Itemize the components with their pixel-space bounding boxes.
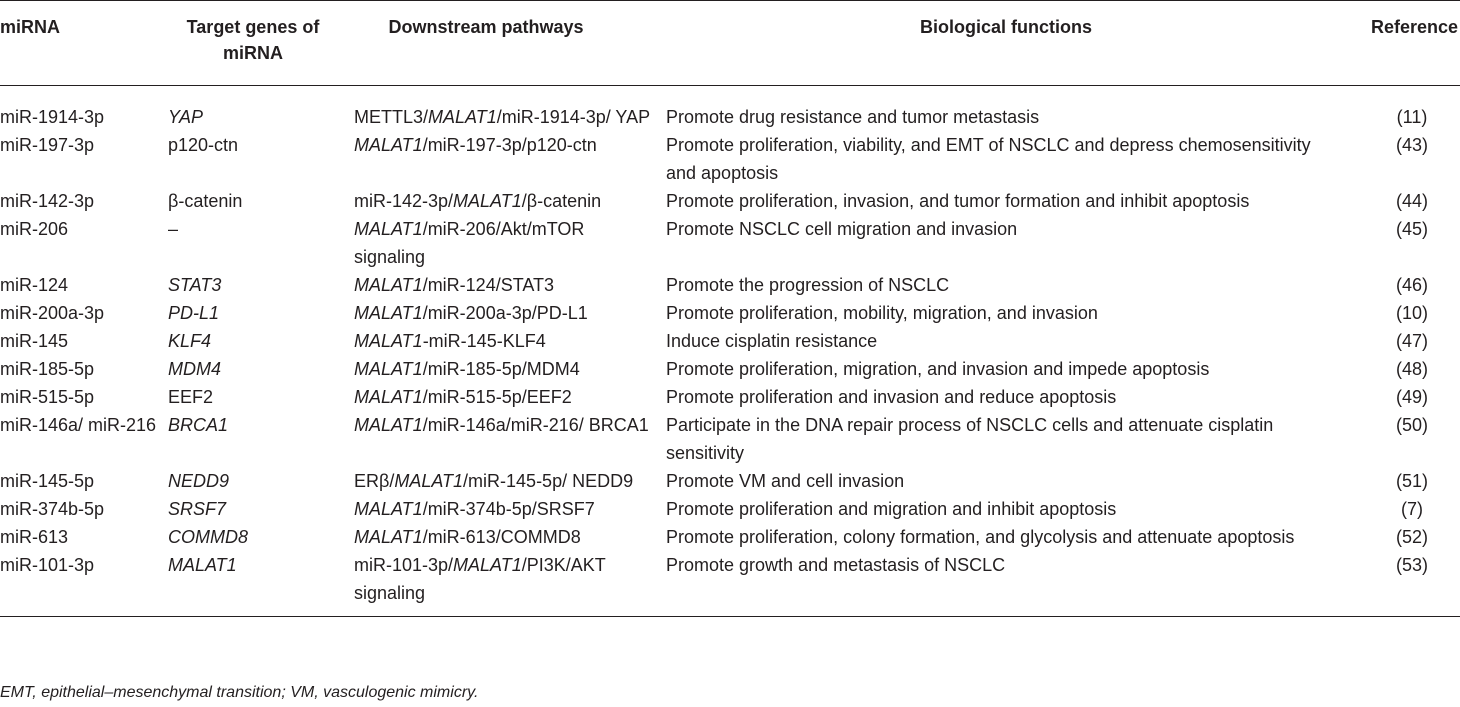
- cell-mirna: miR-101-3p: [0, 555, 95, 575]
- pathway-text: /miR-185-5p/MDM4: [422, 359, 580, 379]
- header-row: [0, 1, 1460, 86]
- cell-mirna: miR-145-5p: [0, 471, 95, 491]
- table-body: [0, 86, 1460, 617]
- cell-biological-function: Promote proliferation and invasion and reduce apoptosis: [666, 387, 1117, 407]
- cell-downstream-pathway: [354, 271, 662, 299]
- cell-reference: (52): [1395, 527, 1428, 547]
- cell-mirna: miR-200a-3p: [0, 303, 105, 323]
- cell-biological-function: Promote proliferation, viability, and EMT of NSCLC and depress chemosensitivity and apoptosis: [666, 135, 1311, 183]
- cell-mirna: miR-124: [0, 275, 69, 295]
- cell-mirna: miR-613: [0, 527, 69, 547]
- cell-downstream-pathway: [354, 495, 662, 523]
- cell-reference: (47): [1395, 331, 1428, 351]
- pathway-text: /miR-146a/miR-216/ BRCA1: [422, 415, 649, 435]
- table-row: [0, 271, 1460, 299]
- pathway-text: /β-catenin: [521, 191, 602, 211]
- pathway-text: /miR-200a-3p/PD-L1: [422, 303, 588, 323]
- pathway-text: MALAT1: [453, 555, 522, 575]
- cell-reference: (49): [1395, 387, 1428, 407]
- cell-reference: (48): [1395, 359, 1428, 379]
- cell-downstream-pathway: [354, 187, 662, 215]
- cell-downstream-pathway: [354, 327, 662, 355]
- cell-biological-function: Promote VM and cell invasion: [666, 471, 905, 491]
- cell-mirna: miR-206: [0, 219, 69, 239]
- cell-reference: (50): [1395, 415, 1428, 435]
- pathway-text: /miR-1914-3p/ YAP: [496, 107, 651, 127]
- pathway-text: MALAT1: [453, 191, 522, 211]
- cell-target-gene: [168, 187, 354, 215]
- cell-biological-function: Promote proliferation, colony formation, and glycolysis and attenuate apoptosis: [666, 527, 1295, 547]
- cell-target-gene: [168, 551, 354, 617]
- cell-biological-function: Promote proliferation, invasion, and tumor formation and inhibit apoptosis: [666, 191, 1250, 211]
- cell-downstream-pathway: [354, 355, 662, 383]
- pathway-text: MALAT1: [354, 387, 423, 407]
- pathway-text: /miR-374b-5p/SRSF7: [422, 499, 595, 519]
- cell-mirna: miR-145: [0, 331, 69, 351]
- cell-reference: (53): [1395, 555, 1428, 575]
- target-text: STAT3: [168, 275, 222, 295]
- cell-target-gene: [168, 271, 354, 299]
- pathway-text: /miR-613/COMMD8: [422, 527, 581, 547]
- target-text: p120-ctn: [168, 135, 239, 155]
- cell-target-gene: [168, 215, 354, 271]
- table-row: [0, 299, 1460, 327]
- cell-target-gene: [168, 467, 354, 495]
- cell-biological-function: Promote proliferation and migration and inhibit apoptosis: [666, 499, 1117, 519]
- table-header: [0, 1, 1460, 86]
- cell-target-gene: [168, 327, 354, 355]
- table-row: [0, 467, 1460, 495]
- pathway-text: MALAT1: [354, 219, 423, 239]
- pathway-text: MALAT1: [354, 415, 423, 435]
- pathway-text: MALAT1: [354, 275, 423, 295]
- header-reference: Reference: [1370, 17, 1458, 37]
- cell-reference: (44): [1395, 191, 1428, 211]
- target-text: COMMD8: [168, 527, 248, 547]
- target-text: YAP: [168, 107, 204, 127]
- cell-downstream-pathway: [354, 86, 662, 132]
- cell-target-gene: [168, 383, 354, 411]
- pathway-text: MALAT1: [354, 135, 423, 155]
- table-row: [0, 131, 1460, 187]
- table-row: [0, 187, 1460, 215]
- cell-downstream-pathway: [354, 411, 662, 467]
- target-text: SRSF7: [168, 499, 227, 519]
- table-row: [0, 383, 1460, 411]
- pathway-text: MALAT1: [394, 471, 464, 491]
- table-row: [0, 411, 1460, 467]
- table-row: [0, 327, 1460, 355]
- cell-biological-function: Promote the progression of NSCLC: [666, 275, 950, 295]
- cell-downstream-pathway: [354, 131, 662, 187]
- target-text: PD-L1: [168, 303, 220, 323]
- cell-target-gene: [168, 86, 354, 132]
- table-row: [0, 215, 1460, 271]
- cell-reference: (7): [1401, 499, 1423, 519]
- pathway-text: MALAT1: [354, 331, 423, 351]
- cell-target-gene: [168, 355, 354, 383]
- pathway-text: miR-142-3p/: [354, 191, 454, 211]
- table-footnote: EMT, epithelial–mesenchymal transition; VM, vasculogenic mimicry.: [0, 684, 479, 701]
- cell-mirna: miR-515-5p: [0, 387, 95, 407]
- cell-downstream-pathway: [354, 215, 662, 271]
- header-mirna: miRNA: [0, 17, 61, 37]
- cell-mirna: miR-374b-5p: [0, 499, 105, 519]
- cell-reference: (11): [1350, 86, 1460, 132]
- table-row: [0, 495, 1460, 523]
- header-biological-functions: Biological functions: [919, 17, 1092, 37]
- target-text: BRCA1: [168, 415, 229, 435]
- cell-reference: (45): [1395, 219, 1428, 239]
- table-row: [0, 523, 1460, 551]
- cell-reference: (10): [1395, 303, 1428, 323]
- pathway-text: /miR-124/STAT3: [422, 275, 555, 295]
- cell-biological-function: Promote proliferation, mobility, migration, and invasion: [666, 303, 1098, 323]
- cell-reference: (46): [1395, 275, 1428, 295]
- target-text: KLF4: [168, 331, 212, 351]
- pathway-text: METTL3/: [354, 107, 429, 127]
- cell-downstream-pathway: [354, 523, 662, 551]
- table-row: [0, 86, 1460, 132]
- cell-mirna: miR-1914-3p: [0, 86, 168, 132]
- cell-mirna: miR-146a/ miR-216: [0, 415, 157, 435]
- target-text: EEF2: [168, 387, 214, 407]
- pathway-text: /PI3K/AKT signaling: [354, 555, 606, 603]
- cell-target-gene: [168, 495, 354, 523]
- cell-reference: (51): [1395, 471, 1428, 491]
- cell-downstream-pathway: [354, 299, 662, 327]
- cell-mirna: miR-197-3p: [0, 135, 95, 155]
- cell-biological-function: Promote drug resistance and tumor metastasis: [662, 86, 1350, 132]
- cell-target-gene: [168, 131, 354, 187]
- cell-target-gene: [168, 523, 354, 551]
- table-row: [0, 355, 1460, 383]
- cell-target-gene: [168, 299, 354, 327]
- cell-biological-function: Promote proliferation, migration, and invasion and impede apoptosis: [666, 359, 1210, 379]
- target-text: MALAT1: [168, 555, 237, 575]
- pathway-text: MALAT1: [354, 303, 423, 323]
- pathway-text: ERβ/: [354, 471, 395, 491]
- cell-biological-function: Promote growth and metastasis of NSCLC: [666, 555, 1006, 575]
- target-text: NEDD9: [168, 471, 230, 491]
- cell-downstream-pathway: [354, 383, 662, 411]
- pathway-text: /miR-197-3p/p120-ctn: [422, 135, 597, 155]
- cell-reference: (43): [1395, 135, 1428, 155]
- target-text: –: [168, 219, 179, 239]
- cell-mirna: miR-185-5p: [0, 359, 95, 379]
- pathway-text: /miR-206/Akt/mTOR signaling: [354, 219, 585, 267]
- cell-downstream-pathway: [354, 467, 662, 495]
- table-row: [0, 551, 1460, 617]
- cell-biological-function: Participate in the DNA repair process of NSCLC cells and attenuate cisplatin sensitivity: [666, 415, 1274, 463]
- pathway-text: MALAT1: [354, 527, 423, 547]
- cell-mirna: miR-142-3p: [0, 191, 95, 211]
- cell-biological-function: Induce cisplatin resistance: [666, 331, 878, 351]
- pathway-text: MALAT1: [354, 359, 423, 379]
- target-text: β-catenin: [168, 191, 243, 211]
- pathway-text: MALAT1: [428, 107, 497, 127]
- pathway-text: miR-101-3p/: [354, 555, 454, 575]
- cell-biological-function: Promote NSCLC cell migration and invasion: [666, 219, 1018, 239]
- pathway-text: /miR-145-5p/ NEDD9: [463, 471, 634, 491]
- cell-target-gene: [168, 411, 354, 467]
- header-target-genes: Target genes of miRNA: [186, 17, 320, 63]
- pathway-text: /miR-515-5p/EEF2: [422, 387, 572, 407]
- header-downstream-pathways: Downstream pathways: [388, 17, 584, 37]
- pathway-text: -miR-145-KLF4: [422, 331, 546, 351]
- pathway-text: MALAT1: [354, 499, 423, 519]
- cell-downstream-pathway: [354, 551, 662, 617]
- target-text: MDM4: [168, 359, 221, 379]
